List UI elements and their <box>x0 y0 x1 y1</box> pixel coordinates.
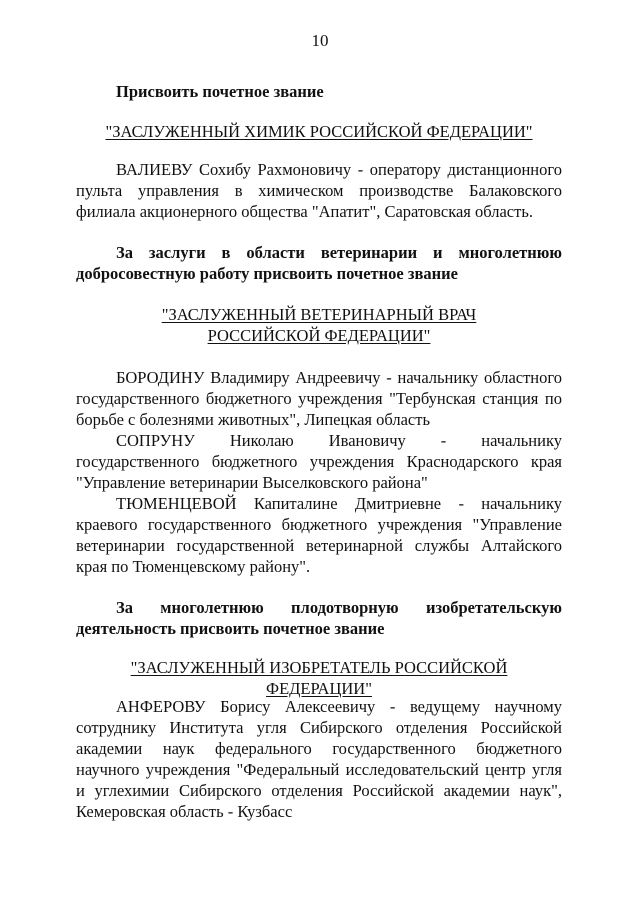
section2-heading: За заслуги в области ветеринарии и многолетнюю добросовестную работу присвоить почетное звание <box>76 243 562 283</box>
section3-heading: За многолетнюю плодотворную изобретательскую деятельность присвоить почетное звание <box>76 598 562 638</box>
section2-entry-soprun: СОПРУНУ Николаю Ивановичу - начальнику государственного бюджетного учреждения Краснодарского края "Управление ветеринарии Выселковского района" <box>76 431 562 492</box>
page-number: 10 <box>311 31 329 50</box>
section3-title <box>76 657 562 699</box>
section2-title-line2: РОССИЙСКОЙ ФЕДЕРАЦИИ" <box>207 326 431 345</box>
section3-entry-anferov: АНФЕРОВУ Борису Алексеевичу - ведущему научному сотруднику Института угля Сибирского отделения Российской академии наук федерального государственного бюджетного научного учреждения "Федеральный исследовательский центр угля и углехимии Сибирского отделения Российской академии наук", Кемеровская область - Кузбасс <box>76 697 562 821</box>
section1-heading: Присвоить почетное звание <box>116 82 324 101</box>
section3-title-text: "ЗАСЛУЖЕННЫЙ ИЗОБРЕТАТЕЛЬ РОССИЙСКОЙ ФЕДЕРАЦИИ" <box>130 658 508 698</box>
section2-entry-borodin: БОРОДИНУ Владимиру Андреевичу - начальнику областного государственного бюджетного учреждения "Тербунская станция по борьбе с болезнями животных", Липецкая область <box>76 368 562 429</box>
section2-title <box>76 304 562 346</box>
section1-title <box>76 121 562 142</box>
section2-entry-tyumentseva: ТЮМЕНЦЕВОЙ Капиталине Дмитриевне - начальнику краевого государственного бюджетного учреждения "Управление ветеринарии государственной ветеринарной службы Алтайского края по Тюменцевскому району". <box>76 494 562 576</box>
section1-entry-valiev: ВАЛИЕВУ Сохибу Рахмоновичу - оператору дистанционного пульта управления в химическом производстве Балаковского филиала акционерного общества "Апатит", Саратовская область. <box>76 160 562 221</box>
section2-title-line1: "ЗАСЛУЖЕННЫЙ ВЕТЕРИНАРНЫЙ ВРАЧ <box>161 305 477 324</box>
section1-title-text: "ЗАСЛУЖЕННЫЙ ХИМИК РОССИЙСКОЙ ФЕДЕРАЦИИ" <box>105 122 533 141</box>
